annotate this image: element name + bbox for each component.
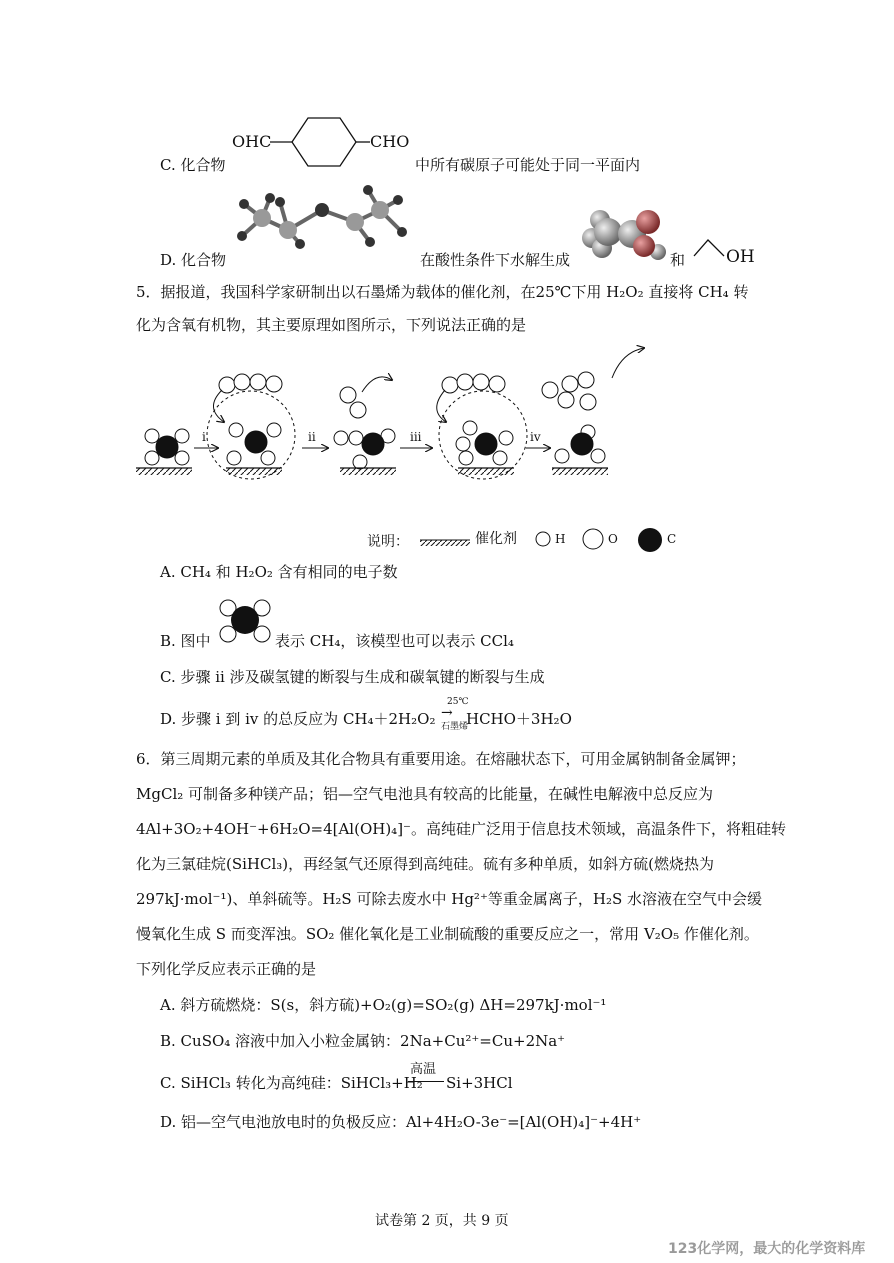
q6-option-c-prefix: C. SiHCl₃ 转化为高纯硅：SiHCl₃+H₂	[160, 1074, 423, 1092]
q4-option-c-prefix: C. 化合物	[160, 156, 226, 174]
legend-h-icon	[535, 531, 551, 547]
cho-label: CHO	[370, 132, 410, 151]
step-label-ii: ii	[308, 430, 316, 444]
q6-option-c-suffix: Si+3HCl	[446, 1074, 513, 1092]
q6-stem-line2: MgCl₂ 可制备多种镁产品；铝—空气电池具有较高的比能量，在碱性电解液中总反应为	[136, 785, 714, 803]
q5-option-b-prefix: B. 图中	[160, 632, 211, 650]
q5-stem-line1: 5．据报道，我国科学家研制出以石墨烯为载体的催化剂，在25℃下用 H₂O₂ 直接将 CH₄ 转	[136, 283, 749, 301]
cyclohexane-dialdehyde-structure	[230, 110, 420, 170]
legend-o-label: O	[608, 532, 618, 546]
step-label-iii: iii	[410, 430, 422, 444]
q5-option-d-condition-bottom: 石墨烯	[441, 722, 469, 732]
q6-option-b: B. CuSO₄ 溶液中加入小粒金属钠：2Na+Cu²⁺=Cu+2Na⁺	[160, 1032, 566, 1050]
ethanol-skeletal-structure	[690, 232, 760, 268]
q4-option-d-mid: 在酸性条件下水解生成	[420, 251, 571, 269]
q6-stem-line7: 下列化学反应表示正确的是	[136, 960, 317, 978]
q5-option-b-suffix: 表示 CH₄，该模型也可以表示 CCl₄	[275, 632, 514, 650]
q6-option-c-equals-bar	[408, 1081, 444, 1082]
legend-catalyst-label: 催化剂	[475, 531, 517, 547]
legend-h-label: H	[555, 532, 566, 546]
q5-option-d-prefix: D. 步骤 i 到 iv 的总反应为 CH₄＋2H₂O₂	[160, 710, 436, 728]
q5-option-d-condition-top: 25℃	[447, 697, 469, 707]
legend-prefix: 说明：	[367, 534, 409, 550]
q4-option-d-and: 和	[670, 251, 686, 269]
ball-stick-ester-model	[230, 182, 420, 252]
q6-stem-line5: 297kJ·mol⁻¹)、单斜硫等。H₂S 可除去废水中 Hg²⁺等重金属离子，H₂S 水溶液在空气中会缓	[136, 890, 762, 908]
q6-option-d: D. 铝—空气电池放电时的负极反应：Al+4H₂O-3e⁻=[Al(OH)₄]⁻+4H⁺	[160, 1113, 642, 1131]
page-footer: 试卷第 2 页，共 9 页	[375, 1213, 509, 1229]
q6-stem-line1: 6．第三周期元素的单质及其化合物具有重要用途。在熔融状态下，可用金属钠制备金属钾；	[136, 750, 746, 768]
q4-option-c-suffix: 中所有碳原子可能处于同一平面内	[415, 156, 641, 174]
q5-option-d-suffix: HCHO＋3H₂O	[466, 710, 572, 728]
step-label-i: i	[202, 430, 206, 444]
q5-option-a: A. CH₄ 和 H₂O₂ 含有相同的电子数	[160, 563, 398, 581]
site-watermark: 123化学网，最大的化学资料库	[668, 1241, 866, 1257]
legend-c-label: C	[667, 532, 677, 546]
step-label-iv: iv	[530, 430, 541, 444]
q6-option-c-condition: 高温	[410, 1062, 437, 1077]
q5-option-c: C. 步骤 ii 涉及碳氢键的断裂与生成和碳氧键的断裂与生成	[160, 668, 545, 686]
q6-option-a: A. 斜方硫燃烧：S(s，斜方硫)+O₂(g)=SO₂(g) ΔH=297kJ·mol⁻¹	[160, 996, 607, 1014]
ohc-label: OHC	[232, 132, 272, 151]
legend-c-icon	[637, 527, 663, 553]
q6-stem-line6: 慢氧化生成 S 而变浑浊。SO₂ 催化氧化是工业制硫酸的重要反应之一，常用 V₂O₅ 作催化剂。	[136, 925, 759, 943]
q5-option-d-arrow: →	[441, 705, 453, 721]
legend-catalyst-swatch	[420, 537, 472, 549]
q6-stem-line3: 4Al+3O₂+4OH⁻+6H₂O=4[Al(OH)₄]⁻。高纯硅广泛用于信息技术领域，高温条件下，将粗硅转	[136, 820, 786, 838]
ch4-ball-model	[216, 598, 274, 646]
space-filling-acid-model	[578, 204, 668, 266]
reaction-mechanism-diagram	[130, 340, 690, 505]
oh-label: OH	[726, 247, 755, 267]
q5-stem-line2: 化为含氧有机物，其主要原理如图所示，下列说法正确的是	[136, 316, 527, 334]
q6-stem-line4: 化为三氯硅烷(SiHCl₃)，再经氢气还原得到高纯硅。硫有多种单质，如斜方硫(燃烧热为	[136, 855, 715, 873]
q4-option-d-prefix: D. 化合物	[160, 251, 227, 269]
legend-o-icon	[582, 528, 604, 550]
